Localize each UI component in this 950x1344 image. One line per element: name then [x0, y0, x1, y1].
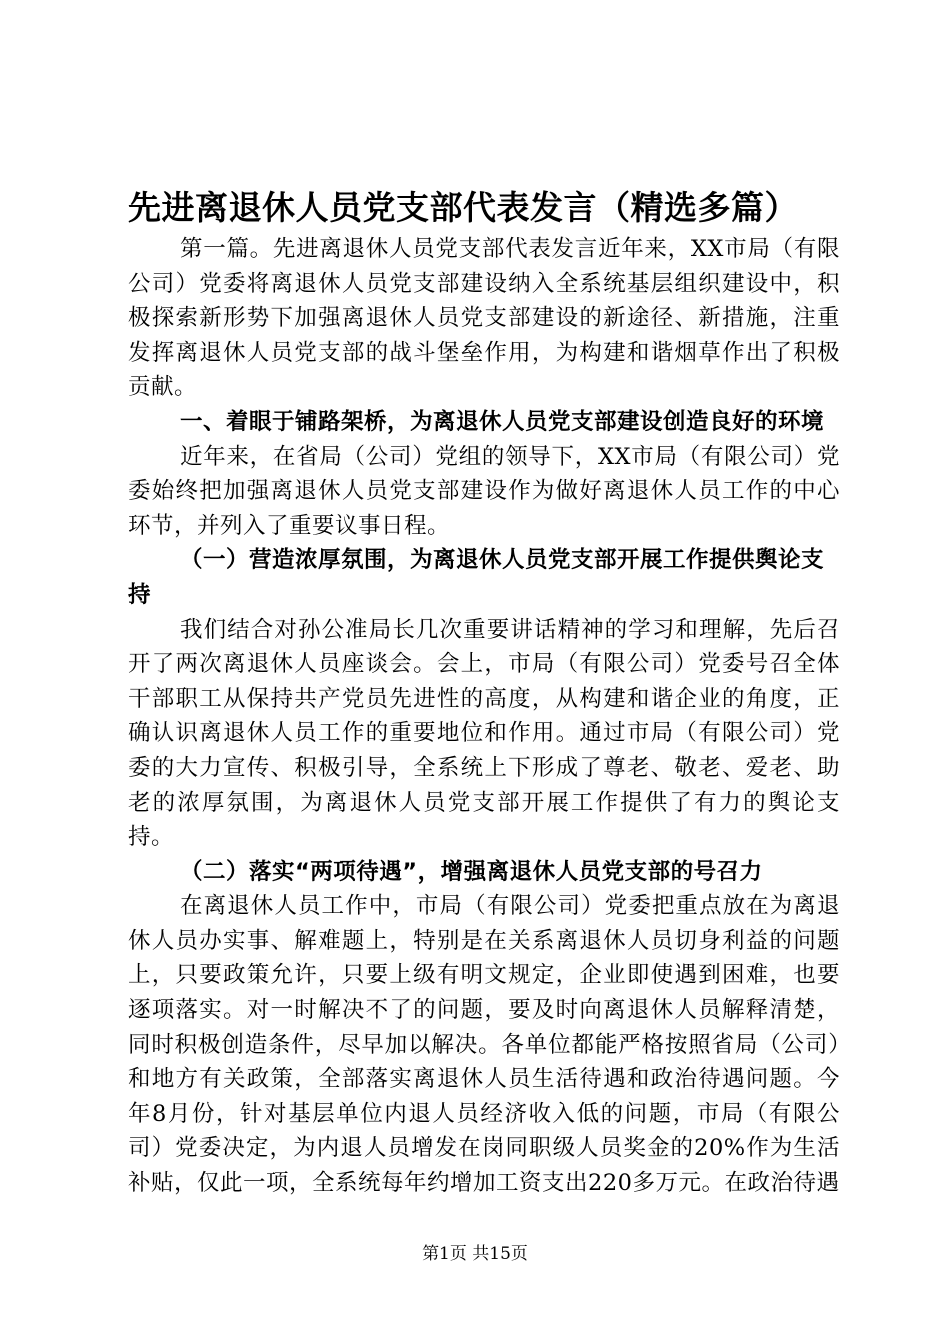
document-body	[128, 232, 840, 1201]
document-title: 先进离退休人员党支部代表发言（精选多篇）	[128, 188, 798, 227]
paragraph-intro: 第一篇。先进离退休人员党支部代表发言近年来，XX市局（有限公司）党委将离退休人员党支部建设纳入全系统基层组织建设中，积极探索新形势下加强离退休人员党支部建设的新途径、新措施，注重发挥离退休人员党支部的战斗堡垒作用，为构建和谐烟草作出了积极贡献。	[128, 236, 840, 401]
heading-subsection-1: （一）营造浓厚氛围，为离退休人员党支部开展工作提供舆论支持	[128, 547, 825, 608]
heading-subsection-2: （二）落实“两项待遇”，增强离退休人员党支部的号召力	[180, 858, 763, 885]
heading-section-1: 一、着眼于铺路架桥，为离退休人员党支部建设创造良好的环境	[180, 408, 825, 435]
paragraph-subsection-2: 在离退休人员工作中，市局（有限公司）党委把重点放在为离退休人员办实事、解难题上，特别是在关系离退休人员切身利益的问题上，只要政策允许，只要上级有明文规定，企业即使遇到困难，也要逐项落实。对一时解决不了的问题，要及时向离退休人员解释清楚，同时积极创造条件，尽早加以解决。各单位都能严格按照省局（公司）和地方有关政策，全部落实离退休人员生活待遇和政治待遇问题。今年8月份，针对基层单位内退人员经济收入低的问题，市局（有限公司）党委决定，为内退人员增发在岗同职级人员奖金的20%作为生活补贴，仅此一项，全系统每年约增加工资支出220多万元。在政治待遇	[128, 893, 840, 1197]
paragraph-subsection-1: 我们结合对孙公准局长几次重要讲话精神的学习和理解，先后召开了两次离退休人员座谈会。会上，市局（有限公司）党委号召全体干部职工从保持共产党员先进性的高度，从构建和谐企业的角度，正确认识离退休人员工作的重要地位和作用。通过市局（有限公司）党委的大力宣传、积极引导，全系统上下形成了尊老、敬老、爱老、助老的浓厚氛围，为离退休人员党支部开展工作提供了有力的舆论支持。	[128, 616, 840, 851]
page-number-footer: 第1页 共15页	[422, 1244, 528, 1264]
paragraph-section-1: 近年来，在省局（公司）党组的领导下，XX市局（有限公司）党委始终把加强离退休人员党支部建设作为做好离退休人员工作的中心环节，并列入了重要议事日程。	[128, 443, 840, 539]
